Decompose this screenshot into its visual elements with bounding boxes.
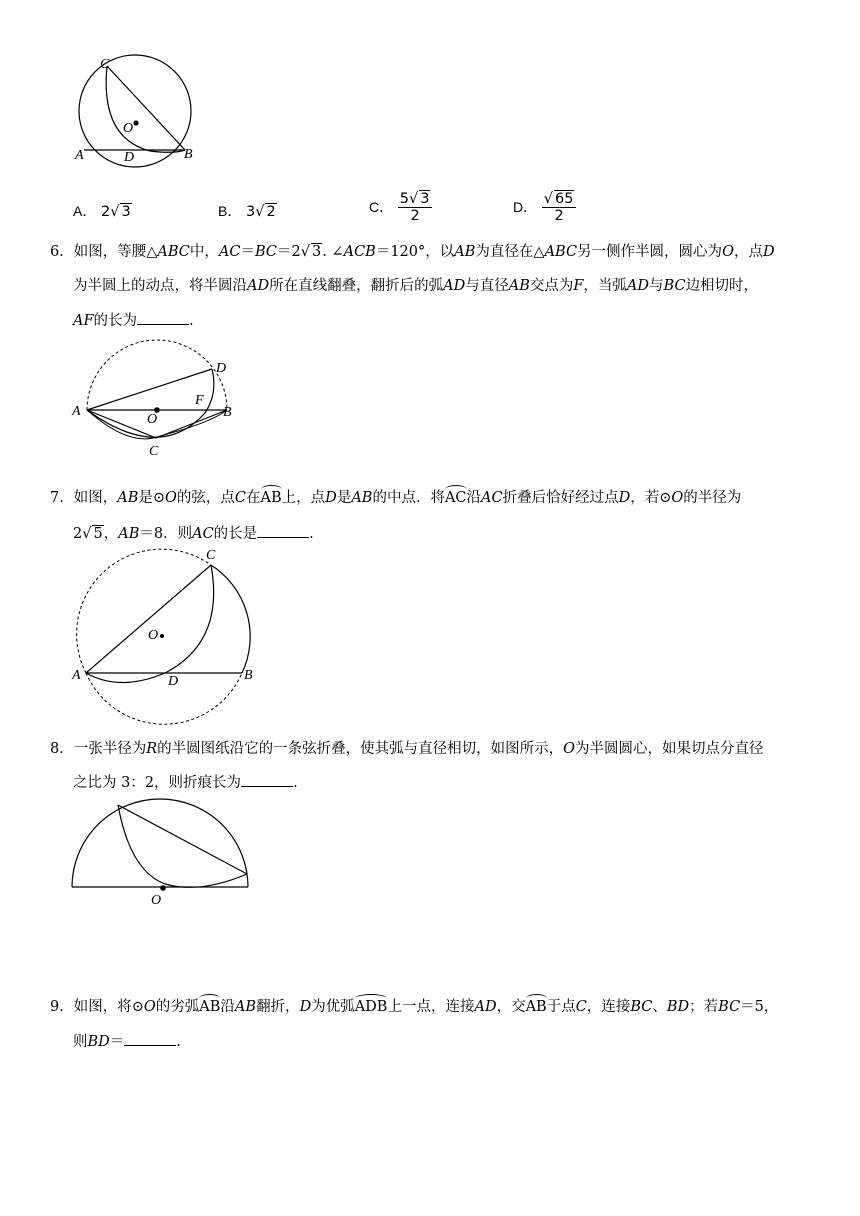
q5-option-b[interactable]: B． 3√ 2	[218, 203, 276, 220]
q6-answer-blank[interactable]	[137, 312, 189, 325]
q5-label-c: C	[100, 57, 110, 72]
q6-figure	[80, 338, 240, 448]
q6-line-2: 为半圆上的动点，将半圆沿AD所在直线翻叠，翻折后的弧AD与直径AB交点为F，当弧AD与BC边相切时，	[73, 278, 759, 294]
q6-line-3: AF的长为 .	[73, 313, 194, 329]
q8-folded-arc	[118, 805, 247, 887]
q8-line-2: 之比为 3：2，则折痕长为 .	[73, 775, 298, 791]
q8-center-dot	[160, 885, 166, 891]
q5-option-d[interactable]: D． $\frac{√ 65}{2}$	[513, 190, 576, 224]
q6-label-f: F	[195, 393, 204, 408]
q6-label-c: C	[149, 444, 159, 459]
q5-option-a[interactable]: A． 2√ 3	[73, 203, 131, 220]
q7-label-b: B	[244, 668, 253, 683]
q6-label-o: O	[147, 412, 158, 427]
q5-option-b-value: 3√ 2	[245, 204, 276, 220]
q5-figure	[70, 58, 200, 168]
q6-label-b: B	[223, 405, 232, 420]
q6-line-cb	[156, 410, 227, 438]
q5-fold-arc	[106, 66, 185, 152]
q5-label-b: B	[184, 147, 193, 162]
q7-center-dot	[160, 634, 164, 638]
q7-arc-ab: AB	[260, 490, 282, 506]
q5-center-dot	[133, 120, 138, 125]
q8-chord	[118, 805, 247, 874]
q7-label-a: A	[72, 668, 81, 683]
q7-label-d: D	[168, 674, 179, 689]
q6-label-a: A	[72, 404, 81, 419]
q5-label-o: O	[123, 121, 134, 136]
q9-arc-ab: AB	[199, 999, 221, 1015]
q7-chord-ac	[86, 565, 211, 673]
q7-answer-blank[interactable]	[257, 525, 309, 538]
q6-dashed-semicircle	[87, 340, 227, 410]
q7-line-2: 2√ 5，AB＝8．则AC的长是 .	[73, 526, 314, 542]
q7-line-1: 7．如图，AB是⊙O的弦，点C在AB上，点D是AB的中点．将AC沿AC折叠后恰好经过点D，若⊙O的半径为	[50, 490, 742, 506]
q8-answer-blank[interactable]	[241, 774, 293, 787]
q6-line-1: 6．如图，等腰△ABC中，AC＝BC＝2√ 3. ∠ACB＝120°，以AB为直径在△ABC另一侧作半圆，圆心为O，点D	[50, 244, 775, 260]
q5-chord-cb	[107, 66, 185, 150]
q7-dashed-arc-lower	[86, 673, 242, 724]
q7-arc-ac: AC	[444, 490, 467, 506]
q5-option-c-value: $\frac{5√ 3}{2}$	[398, 190, 433, 224]
q7-label-o: O	[148, 628, 159, 643]
q7-folded-arc	[86, 565, 214, 683]
q5-option-a-value: 2√ 3	[100, 204, 131, 220]
q9-answer-blank[interactable]	[124, 1033, 176, 1046]
q7-figure	[80, 552, 260, 727]
q9-arc-adb: ADB	[354, 999, 388, 1015]
q7-label-c: C	[206, 548, 216, 563]
q8-line-1: 8．一张半径为R的半圆图纸沿它的一条弦折叠，使其弧与直径相切，如图所示，O为半圆圆心，如果切点分直径	[50, 741, 764, 757]
q5-option-c[interactable]: C． $\frac{5√ 3}{2}$	[369, 190, 432, 224]
q9-line-1: 9．如图，将⊙O的劣弧AB沿AB翻折，D为优弧ADB上一点，连接AD，交AB于点C，连接BC、BD；若BC＝5，	[50, 999, 779, 1015]
q9-arc-ab-2: AB	[525, 999, 547, 1015]
q5-label-d: D	[124, 150, 135, 165]
q8-figure	[70, 796, 255, 896]
q6-line-ad	[87, 369, 212, 410]
q5-option-d-value: $\frac{√ 65}{2}$	[542, 190, 577, 224]
q6-label-d: D	[216, 361, 227, 376]
q8-semicircle	[72, 799, 248, 887]
q5-label-a: A	[75, 148, 84, 163]
q8-label-o: O	[151, 893, 162, 908]
q9-line-2: 则BD＝ .	[73, 1034, 181, 1050]
q7-right-arc	[211, 565, 250, 673]
